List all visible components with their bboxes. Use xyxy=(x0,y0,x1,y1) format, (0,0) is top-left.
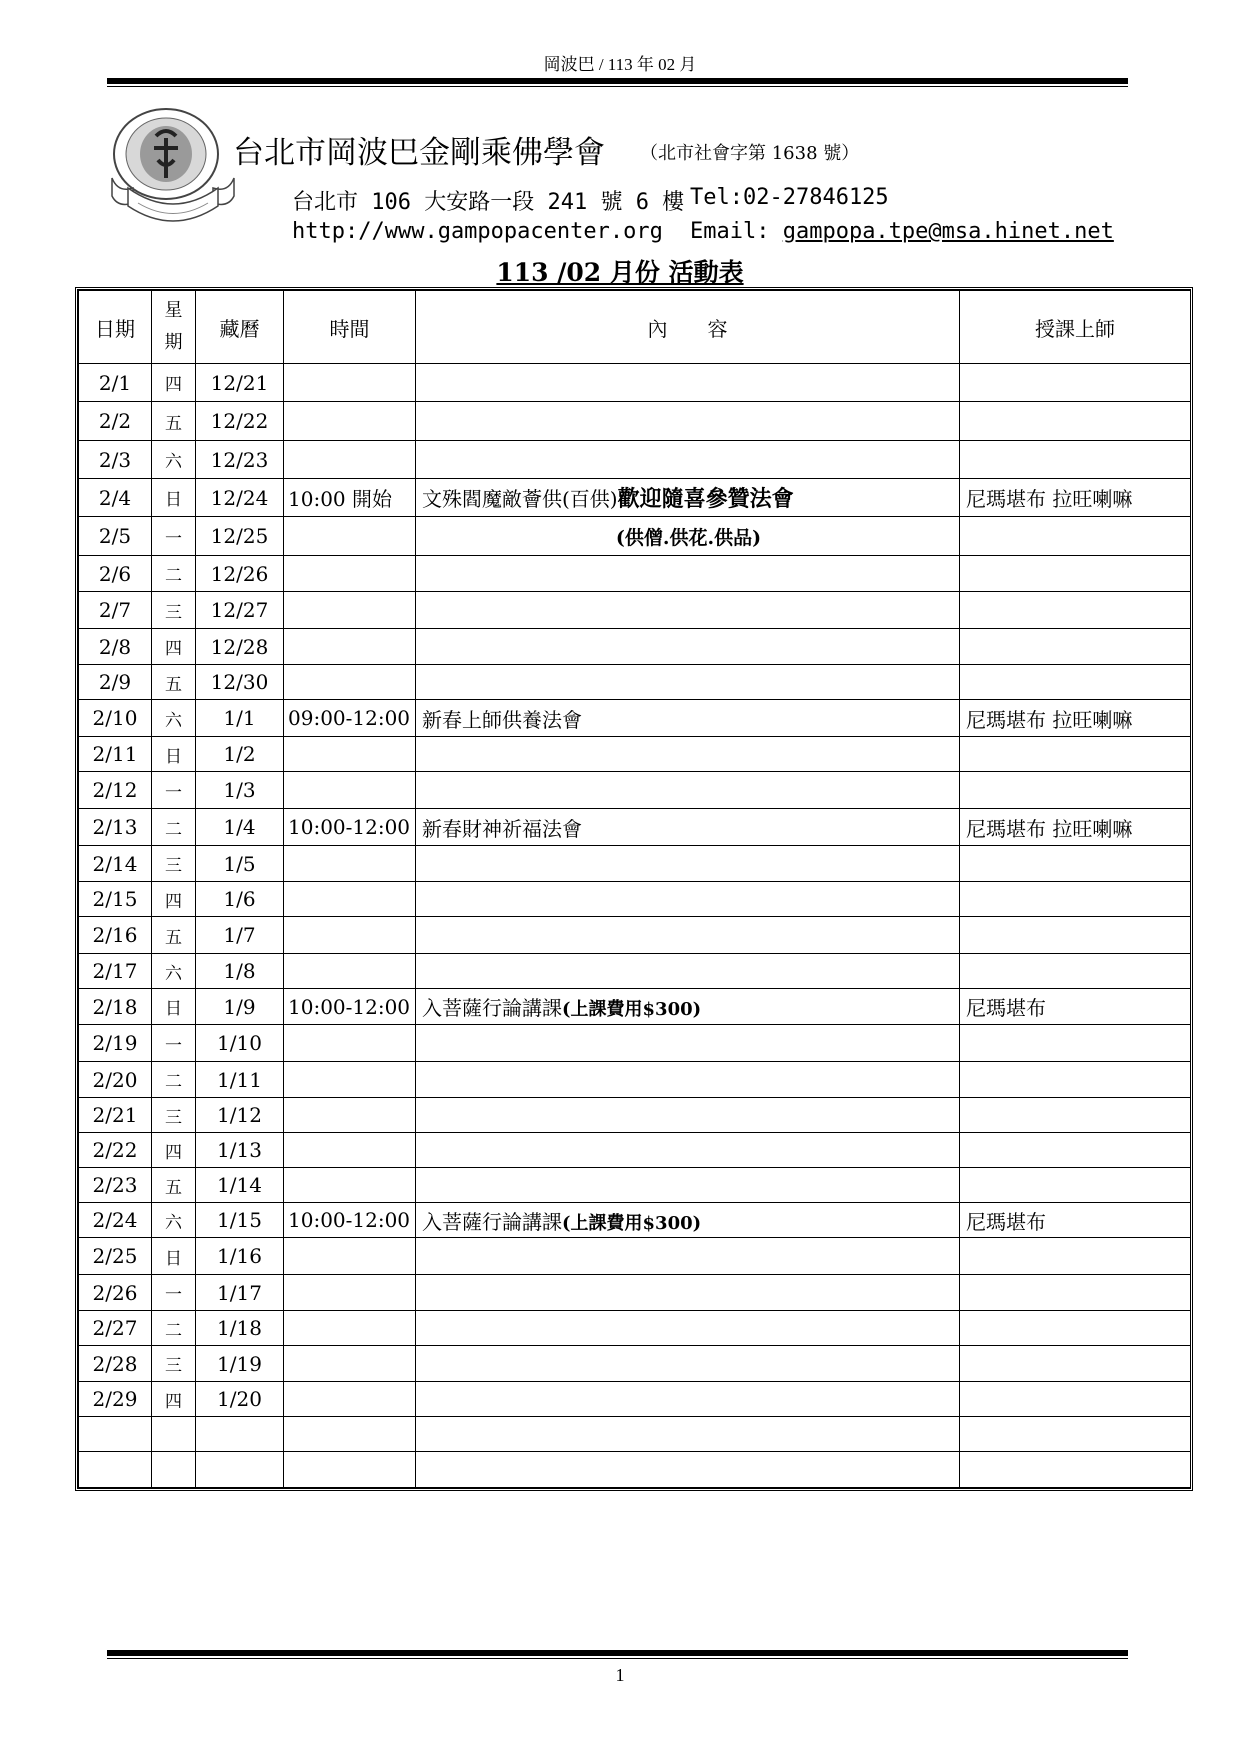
cell-teacher: 尼瑪堪布 拉旺喇嘛 xyxy=(960,700,1191,737)
cell-teacher xyxy=(960,882,1191,917)
table-row xyxy=(79,1452,1191,1488)
cell-lunar: 1/13 xyxy=(196,1133,284,1168)
cell-time xyxy=(284,402,416,441)
cell-weekday: 三 xyxy=(152,1098,196,1133)
cell-content xyxy=(416,1133,960,1168)
header-weekday xyxy=(152,291,196,364)
cell-date: 2/25 xyxy=(79,1238,152,1275)
cell-date: 2/6 xyxy=(79,556,152,592)
header-lunar: 藏曆 xyxy=(196,291,284,364)
schedule-title-text: 113 /02 月份 活動表 xyxy=(496,258,744,287)
cell-time xyxy=(284,954,416,989)
cell-time: 10:00-12:00 xyxy=(284,809,416,846)
table-row xyxy=(79,556,1191,592)
cell-date: 2/3 xyxy=(79,441,152,479)
cell-lunar xyxy=(196,1452,284,1488)
cell-date xyxy=(79,1417,152,1452)
cell-content xyxy=(416,1311,960,1346)
cell-lunar: 1/9 xyxy=(196,989,284,1025)
cell-teacher xyxy=(960,917,1191,954)
header-content: 內 容 xyxy=(416,291,960,364)
table-row xyxy=(79,1133,1191,1168)
cell-date: 2/2 xyxy=(79,402,152,441)
page-number: 1 xyxy=(615,1665,625,1685)
table-row xyxy=(79,989,1191,1025)
cell-lunar: 1/6 xyxy=(196,882,284,917)
content-note: (供僧.供花.供品) xyxy=(615,526,762,549)
cell-time xyxy=(284,1311,416,1346)
cell-lunar: 1/17 xyxy=(196,1275,284,1311)
content-text: 新春財神祈福法會 xyxy=(422,816,582,841)
cell-content xyxy=(416,1062,960,1098)
table-row xyxy=(79,1168,1191,1203)
cell-lunar: 12/30 xyxy=(196,665,284,700)
table-row xyxy=(79,1346,1191,1382)
cell-time xyxy=(284,1168,416,1203)
cell-date: 2/8 xyxy=(79,629,152,665)
cell-content xyxy=(416,989,960,1025)
cell-teacher xyxy=(960,1025,1191,1062)
cell-lunar: 1/7 xyxy=(196,917,284,954)
table-row xyxy=(79,629,1191,665)
cell-content xyxy=(416,556,960,592)
cell-weekday: 五 xyxy=(152,402,196,441)
cell-content xyxy=(416,629,960,665)
cell-lunar: 1/11 xyxy=(196,1062,284,1098)
cell-weekday xyxy=(152,1417,196,1452)
cell-time xyxy=(284,592,416,629)
cell-lunar: 12/27 xyxy=(196,592,284,629)
cell-lunar: 1/12 xyxy=(196,1098,284,1133)
cell-date: 2/22 xyxy=(79,1133,152,1168)
cell-content xyxy=(416,1098,960,1133)
cell-lunar: 1/16 xyxy=(196,1238,284,1275)
email-label: Email: xyxy=(690,219,783,244)
cell-time: 10:00 開始 xyxy=(284,479,416,517)
cell-content xyxy=(416,592,960,629)
cell-content xyxy=(416,809,960,846)
running-head: 岡波巴 / 113 年 02 月 xyxy=(543,55,697,74)
table-row xyxy=(79,846,1191,882)
cell-content xyxy=(416,1168,960,1203)
cell-weekday: 三 xyxy=(152,846,196,882)
cell-lunar: 12/26 xyxy=(196,556,284,592)
table-row xyxy=(79,364,1191,402)
cell-time: 10:00-12:00 xyxy=(284,989,416,1025)
cell-content xyxy=(416,1382,960,1417)
cell-time xyxy=(284,917,416,954)
cell-time: 09:00-12:00 xyxy=(284,700,416,737)
cell-time xyxy=(284,629,416,665)
cell-lunar: 12/22 xyxy=(196,402,284,441)
cell-date: 2/17 xyxy=(79,954,152,989)
cell-teacher xyxy=(960,592,1191,629)
table-row xyxy=(79,882,1191,917)
cell-content xyxy=(416,700,960,737)
cell-date xyxy=(79,1452,152,1488)
cell-content xyxy=(416,772,960,809)
cell-time xyxy=(284,882,416,917)
cell-teacher xyxy=(960,629,1191,665)
cell-content xyxy=(416,737,960,772)
email-link[interactable]: gampopa.tpe@msa.hinet.net xyxy=(782,219,1114,244)
cell-weekday: 四 xyxy=(152,629,196,665)
table-row xyxy=(79,1098,1191,1133)
table-row xyxy=(79,1382,1191,1417)
cell-weekday: 日 xyxy=(152,737,196,772)
cell-weekday: 四 xyxy=(152,1133,196,1168)
cell-teacher xyxy=(960,1382,1191,1417)
cell-teacher xyxy=(960,556,1191,592)
cell-teacher xyxy=(960,665,1191,700)
cell-lunar: 1/2 xyxy=(196,737,284,772)
cell-weekday: 一 xyxy=(152,772,196,809)
cell-date: 2/12 xyxy=(79,772,152,809)
cell-time xyxy=(284,556,416,592)
cell-date: 2/7 xyxy=(79,592,152,629)
cell-weekday: 四 xyxy=(152,882,196,917)
cell-weekday: 日 xyxy=(152,1238,196,1275)
cell-time: 10:00-12:00 xyxy=(284,1203,416,1238)
cell-weekday: 日 xyxy=(152,989,196,1025)
cell-time xyxy=(284,1346,416,1382)
table-row xyxy=(79,1025,1191,1062)
table-row xyxy=(79,665,1191,700)
cell-content xyxy=(416,1275,960,1311)
cell-date: 2/11 xyxy=(79,737,152,772)
cell-content xyxy=(416,917,960,954)
cell-date: 2/20 xyxy=(79,1062,152,1098)
table-row xyxy=(79,1203,1191,1238)
content-text: 新春上師供養法會 xyxy=(422,707,582,732)
cell-teacher xyxy=(960,737,1191,772)
org-email xyxy=(690,219,1114,244)
cell-teacher xyxy=(960,1062,1191,1098)
cell-content xyxy=(416,1238,960,1275)
cell-teacher xyxy=(960,954,1191,989)
cell-time xyxy=(284,1062,416,1098)
cell-teacher xyxy=(960,1098,1191,1133)
cell-content xyxy=(416,1417,960,1452)
table-row xyxy=(79,402,1191,441)
cell-teacher: 尼瑪堪布 拉旺喇嘛 xyxy=(960,809,1191,846)
cell-date: 2/13 xyxy=(79,809,152,846)
org-registration: （北市社會字第 1638 號） xyxy=(640,143,860,164)
cell-weekday: 一 xyxy=(152,1025,196,1062)
cell-time xyxy=(284,517,416,556)
cell-teacher xyxy=(960,1275,1191,1311)
cell-date: 2/16 xyxy=(79,917,152,954)
cell-teacher: 尼瑪堪布 xyxy=(960,1203,1191,1238)
cell-weekday: 二 xyxy=(152,1311,196,1346)
cell-date: 2/18 xyxy=(79,989,152,1025)
top-rule xyxy=(107,78,1128,84)
cell-teacher xyxy=(960,846,1191,882)
cell-teacher xyxy=(960,441,1191,479)
cell-weekday: 五 xyxy=(152,917,196,954)
cell-weekday: 三 xyxy=(152,592,196,629)
cell-date: 2/10 xyxy=(79,700,152,737)
cell-date: 2/23 xyxy=(79,1168,152,1203)
cell-content xyxy=(416,1346,960,1382)
cell-content xyxy=(416,1203,960,1238)
cell-weekday: 五 xyxy=(152,665,196,700)
table-row xyxy=(79,700,1191,737)
table-row xyxy=(79,772,1191,809)
content-text: 入菩薩行論講課 xyxy=(422,996,562,1020)
cell-lunar: 1/5 xyxy=(196,846,284,882)
cell-date: 2/24 xyxy=(79,1203,152,1238)
cell-weekday: 六 xyxy=(152,954,196,989)
cell-lunar: 1/8 xyxy=(196,954,284,989)
cell-date: 2/27 xyxy=(79,1311,152,1346)
org-address: 台北市 106 大安路一段 241 號 6 樓 xyxy=(292,190,685,215)
cell-date: 2/1 xyxy=(79,364,152,402)
cell-time xyxy=(284,665,416,700)
cell-teacher xyxy=(960,402,1191,441)
cell-lunar: 1/20 xyxy=(196,1382,284,1417)
header-weekday-top: 星 xyxy=(164,300,183,321)
cell-weekday: 四 xyxy=(152,1382,196,1417)
table-row xyxy=(79,1238,1191,1275)
cell-lunar: 1/4 xyxy=(196,809,284,846)
content-text: 入菩薩行論講課 xyxy=(422,1209,562,1234)
cell-weekday: 一 xyxy=(152,517,196,556)
cell-weekday: 三 xyxy=(152,1346,196,1382)
table-row xyxy=(79,809,1191,846)
cell-date: 2/28 xyxy=(79,1346,152,1382)
gampopa-seal-icon xyxy=(108,108,238,228)
content-fee: (上課費用$300) xyxy=(562,999,702,1020)
cell-lunar: 1/19 xyxy=(196,1346,284,1382)
cell-content xyxy=(416,665,960,700)
cell-content xyxy=(416,1452,960,1488)
cell-lunar: 12/21 xyxy=(196,364,284,402)
bottom-rule-thin xyxy=(107,1658,1128,1659)
org-tel: Tel:02-27846125 xyxy=(690,185,889,210)
cell-date: 2/9 xyxy=(79,665,152,700)
cell-time xyxy=(284,737,416,772)
cell-date: 2/5 xyxy=(79,517,152,556)
cell-weekday: 日 xyxy=(152,479,196,517)
header-weekday-bottom: 期 xyxy=(164,332,183,353)
table-row xyxy=(79,592,1191,629)
schedule-table xyxy=(75,287,1193,1491)
cell-teacher xyxy=(960,1238,1191,1275)
cell-lunar xyxy=(196,1417,284,1452)
schedule-title xyxy=(0,253,1240,289)
cell-weekday: 二 xyxy=(152,556,196,592)
cell-date: 2/29 xyxy=(79,1382,152,1417)
cell-content xyxy=(416,882,960,917)
cell-weekday: 四 xyxy=(152,364,196,402)
header-date: 日期 xyxy=(79,291,152,364)
cell-teacher xyxy=(960,772,1191,809)
cell-lunar: 12/28 xyxy=(196,629,284,665)
table-row xyxy=(79,479,1191,517)
cell-teacher xyxy=(960,364,1191,402)
cell-date: 2/15 xyxy=(79,882,152,917)
cell-time xyxy=(284,1238,416,1275)
cell-date: 2/19 xyxy=(79,1025,152,1062)
cell-lunar: 12/25 xyxy=(196,517,284,556)
cell-content xyxy=(416,954,960,989)
cell-teacher xyxy=(960,1168,1191,1203)
top-rule-thin xyxy=(107,86,1128,87)
cell-lunar: 1/15 xyxy=(196,1203,284,1238)
cell-lunar: 1/18 xyxy=(196,1311,284,1346)
table-row xyxy=(79,917,1191,954)
cell-content xyxy=(416,441,960,479)
bottom-rule xyxy=(107,1650,1128,1656)
cell-date: 2/21 xyxy=(79,1098,152,1133)
cell-time xyxy=(284,1452,416,1488)
cell-time xyxy=(284,1382,416,1417)
cell-date: 2/26 xyxy=(79,1275,152,1311)
org-website[interactable]: http://www.gampopacenter.org xyxy=(292,219,663,244)
cell-content xyxy=(416,846,960,882)
cell-content xyxy=(416,517,960,556)
cell-weekday: 六 xyxy=(152,700,196,737)
content-text: 文殊閻魔敵薈供(百供) xyxy=(422,487,618,511)
cell-teacher xyxy=(960,1346,1191,1382)
cell-time xyxy=(284,364,416,402)
cell-time xyxy=(284,1025,416,1062)
cell-weekday: 六 xyxy=(152,1203,196,1238)
table-header-row xyxy=(79,291,1191,364)
cell-teacher xyxy=(960,1452,1191,1488)
cell-time xyxy=(284,1133,416,1168)
cell-content xyxy=(416,1025,960,1062)
table-row xyxy=(79,1275,1191,1311)
cell-date: 2/14 xyxy=(79,846,152,882)
table-row xyxy=(79,441,1191,479)
content-emphasis: 歡迎隨喜參贊法會 xyxy=(617,486,794,512)
table-row xyxy=(79,517,1191,556)
table-row xyxy=(79,1311,1191,1346)
cell-teacher xyxy=(960,517,1191,556)
cell-content xyxy=(416,402,960,441)
cell-weekday xyxy=(152,1452,196,1488)
cell-time xyxy=(284,772,416,809)
cell-teacher xyxy=(960,1133,1191,1168)
cell-lunar: 12/24 xyxy=(196,479,284,517)
cell-weekday: 六 xyxy=(152,441,196,479)
cell-lunar: 1/1 xyxy=(196,700,284,737)
header-time: 時間 xyxy=(284,291,416,364)
cell-weekday: 二 xyxy=(152,1062,196,1098)
cell-time xyxy=(284,441,416,479)
cell-content xyxy=(416,479,960,517)
table-row xyxy=(79,954,1191,989)
cell-teacher: 尼瑪堪布 拉旺喇嘛 xyxy=(960,479,1191,517)
cell-lunar: 12/23 xyxy=(196,441,284,479)
cell-weekday: 五 xyxy=(152,1168,196,1203)
cell-lunar: 1/14 xyxy=(196,1168,284,1203)
cell-date: 2/4 xyxy=(79,479,152,517)
content-fee: (上課費用$300) xyxy=(562,1212,702,1234)
cell-lunar: 1/10 xyxy=(196,1025,284,1062)
org-name: 台北市岡波巴金剛乘佛學會 xyxy=(233,135,605,171)
cell-teacher xyxy=(960,1417,1191,1452)
cell-content xyxy=(416,364,960,402)
cell-weekday: 二 xyxy=(152,809,196,846)
cell-time xyxy=(284,1098,416,1133)
table-row xyxy=(79,737,1191,772)
header-teacher: 授課上師 xyxy=(960,291,1191,364)
table-row xyxy=(79,1062,1191,1098)
cell-teacher xyxy=(960,1311,1191,1346)
cell-time xyxy=(284,846,416,882)
cell-time xyxy=(284,1275,416,1311)
cell-lunar: 1/3 xyxy=(196,772,284,809)
cell-teacher: 尼瑪堪布 xyxy=(960,989,1191,1025)
cell-weekday: 一 xyxy=(152,1275,196,1311)
table-row xyxy=(79,1417,1191,1452)
cell-time xyxy=(284,1417,416,1452)
